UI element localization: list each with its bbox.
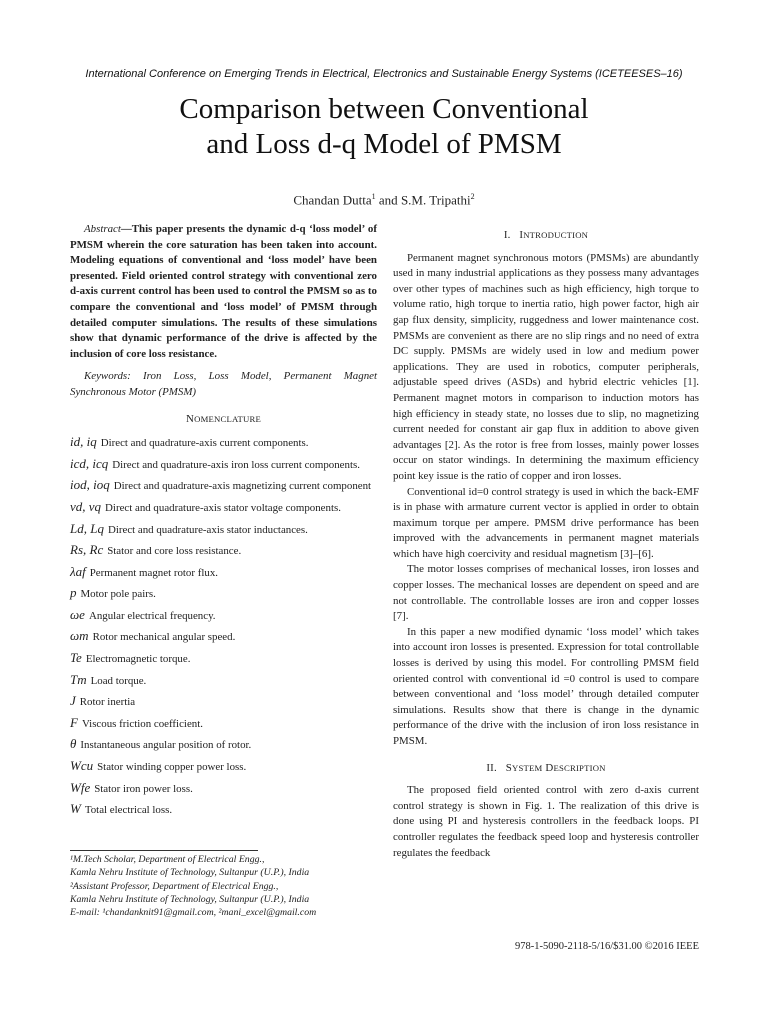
nomenclature-description: Stator winding copper power loss. xyxy=(97,761,247,774)
author-1: Chandan Dutta xyxy=(293,192,372,208)
nomenclature-item xyxy=(70,585,377,603)
nomenclature-symbol: vd, vq xyxy=(70,498,102,514)
nomenclature-description: Direct and quadrature-axis stator voltage components. xyxy=(105,501,341,514)
right-column xyxy=(393,222,699,861)
nomenclature-description: Load torque. xyxy=(90,674,147,687)
nomenclature-item xyxy=(70,477,377,495)
nomenclature-heading: NOMENCLATURE xyxy=(186,412,261,425)
footnote-divider xyxy=(70,850,258,851)
abstract-text: —This paper presents the dynamic d-q ‘loss model’ of PMSM wherein the core saturation has been taken into account. Modeling equations of conventional and ‘loss model’ have been presented. Field oriented control strategy with conventional zero d-axis current control has been used to control the PMSM so as to compare the conventional and ‘loss model’ of PMSM through detailed computer simulations. The results of these simulations show that dynamic performance of the drive is affected by the inclusion of core loss resistance. xyxy=(70,223,377,360)
nomenclature-item xyxy=(70,542,377,560)
footnotes xyxy=(70,853,380,919)
nomenclature-symbol: ωm xyxy=(70,628,89,644)
nomenclature-item xyxy=(70,801,377,819)
conference-header: International Conference on Emerging Trends in Electrical, Electronics and Sustainable Energy Systems (ICETEESES–16) xyxy=(85,68,683,80)
abstract-label: Abstract xyxy=(84,223,121,235)
nomenclature-description: Direct and quadrature-axis iron loss current components. xyxy=(112,458,360,471)
intro-paragraph-4: In this paper a new modified dynamic ‘loss model’ which takes into account iron losses is presented. Expression for total controllable losses is derived by using this model. For controlling PMSM field oriented control with conventional id =0 control is used to compare between conventional and ‘loss model’ through detailed computer simulations. Results show that there is change in the dynamic performance of the drive with the inclusion of iron loss resistance in PMSM. xyxy=(393,625,699,747)
abstract xyxy=(70,222,377,362)
footnote-line: E-mail: ¹chandanknit91@gmail.com, ²mani_excel@gmail.com xyxy=(70,907,317,919)
nomenclature-symbol: W xyxy=(70,801,81,817)
intro-paragraph-2: Conventional id=0 control strategy is used in which the back-EMF is in phase with armature current vector is applied in order to obtain maximum torque per ampere. PMSM drive performance has been improved with the advancements in permanent magnet materials which have high coercivity and residual magnetism [3]–[6]. xyxy=(393,485,699,560)
nomenclature-description: Total electrical loss. xyxy=(84,804,173,817)
nomenclature-symbol: θ xyxy=(70,736,77,752)
intro-paragraph-3: The motor losses comprises of mechanical losses, iron losses and copper losses. The mechanical losses are dependent on speed and are not controllable. The controllable losses are iron and copper losses [7]. xyxy=(393,563,699,623)
nomenclature-item xyxy=(70,672,377,690)
nomenclature-description: Stator iron power loss. xyxy=(94,782,193,795)
footnote-line: Kamla Nehru Institute of Technology, Sultanpur (U.P.), India xyxy=(70,893,310,905)
nomenclature-symbol: Te xyxy=(70,650,82,666)
nomenclature-symbol: icd, icq xyxy=(70,455,109,471)
nomenclature-item xyxy=(70,715,377,733)
authors xyxy=(0,192,768,208)
nomenclature-symbol: id, iq xyxy=(70,434,97,450)
nomenclature-item xyxy=(70,521,377,539)
paper-title xyxy=(0,92,768,162)
nomenclature-description: Instantaneous angular position of rotor. xyxy=(80,739,252,752)
nomenclature-symbol: iod, ioq xyxy=(70,477,110,493)
nomenclature-symbol: Wcu xyxy=(70,758,94,774)
nomenclature-item xyxy=(70,650,377,668)
nomenclature-description: Direct and quadrature-axis current components. xyxy=(100,437,309,450)
footnote-line: ²Assistant Professor, Department of Electrical Engg., xyxy=(70,880,279,892)
nomenclature-symbol: ωe xyxy=(70,606,85,622)
nomenclature-item xyxy=(70,607,377,625)
introduction-heading: I. INTRODUCTION xyxy=(503,229,589,241)
nomenclature-symbol: F xyxy=(70,714,78,730)
left-column xyxy=(70,222,377,823)
author-separator: and xyxy=(375,192,401,208)
nomenclature-symbol: Tm xyxy=(70,671,87,687)
nomenclature-description: Angular electrical frequency. xyxy=(88,609,216,622)
paper-title-line-2: and Loss d-q Model of PMSM xyxy=(206,128,562,160)
nomenclature-description: Stator and core loss resistance. xyxy=(107,545,242,558)
nomenclature-symbol: Rs, Rc xyxy=(70,542,104,558)
nomenclature-item xyxy=(70,499,377,517)
nomenclature-description: Viscous friction coefficient. xyxy=(81,717,203,730)
nomenclature-item xyxy=(70,456,377,474)
keywords: Keywords: Iron Loss, Loss Model, Permanent Magnet Synchronous Motor (PMSM) xyxy=(70,370,377,398)
system-description-paragraph-1: The proposed field oriented control with zero d-axis current control strategy is shown in Fig. 1. The realization of this drive is done using PI and hysteresis controllers in the feedback loops. PI controller regulates the feedback speed loop and hysteresis controller regulates the feedback xyxy=(393,784,699,859)
nomenclature-symbol: Ld, Lq xyxy=(70,520,104,536)
nomenclature-symbol: λaf xyxy=(70,563,86,579)
nomenclature-symbol: Wfe xyxy=(70,779,91,795)
nomenclature-description: Direct and quadrature-axis stator inductances. xyxy=(107,523,308,536)
nomenclature-item xyxy=(70,736,377,754)
nomenclature-item xyxy=(70,693,377,711)
nomenclature-list xyxy=(70,434,377,819)
copyright-footer: 978-1-5090-2118-5/16/$31.00 ©2016 IEEE xyxy=(514,941,699,952)
nomenclature-description: Rotor inertia xyxy=(79,696,136,709)
nomenclature-description: Motor pole pairs. xyxy=(80,588,156,601)
nomenclature-description: Direct and quadrature-axis magnetizing current component xyxy=(113,480,372,493)
nomenclature-item xyxy=(70,758,377,776)
nomenclature-symbol: p xyxy=(70,585,77,601)
footnote-line: ¹M.Tech Scholar, Department of Electrical Engg., xyxy=(70,854,265,865)
system-description-heading: II. SYSTEM DESCRIPTION xyxy=(486,761,606,774)
intro-paragraph-1: Permanent magnet synchronous motors (PMSMs) are abundantly used in many industrial applications as they possess many advantages over other types of machines such as high efficiency, high torque to volume ratio, high torque to inertia ratio, high power factor, high air gap flux density, simplicity, ruggedness and lower maintenance cost. PMSMs are convenient as there are no slip rings and no need of extra DC supply. PMSMs are widely used in low and medium power applications. They are used in robotics, computer peripherals, adjustable speed drives (ASDs) and hybrid electric vehicles [1]. Permanent magnet motors in comparison to induction motors has high efficiency in steady state, no losses due to slip, no magnetizing current needed for constant air gap flux in addition to above given advantages [2]. As the rotor is free from losses, mainly power losses occur on stator windings. In determining the maximum efficiency point key issue is the ratio of copper and iron losses. xyxy=(393,251,699,482)
paper-title-line-1: Comparison between Conventional xyxy=(179,93,589,125)
nomenclature-description: Rotor mechanical angular speed. xyxy=(92,631,236,644)
nomenclature-item xyxy=(70,780,377,798)
nomenclature-item xyxy=(70,564,377,582)
nomenclature-item xyxy=(70,628,377,646)
nomenclature-description: Permanent magnet rotor flux. xyxy=(89,566,218,579)
nomenclature-symbol: J xyxy=(70,693,76,709)
nomenclature-description: Electromagnetic torque. xyxy=(85,653,191,666)
footnote-line: Kamla Nehru Institute of Technology, Sultanpur (U.P.), India xyxy=(70,867,310,879)
author-2-affiliation: 2 xyxy=(470,192,475,201)
author-2: S.M. Tripathi xyxy=(400,192,471,208)
nomenclature-item xyxy=(70,434,377,452)
author-1-affiliation: 1 xyxy=(371,192,376,201)
